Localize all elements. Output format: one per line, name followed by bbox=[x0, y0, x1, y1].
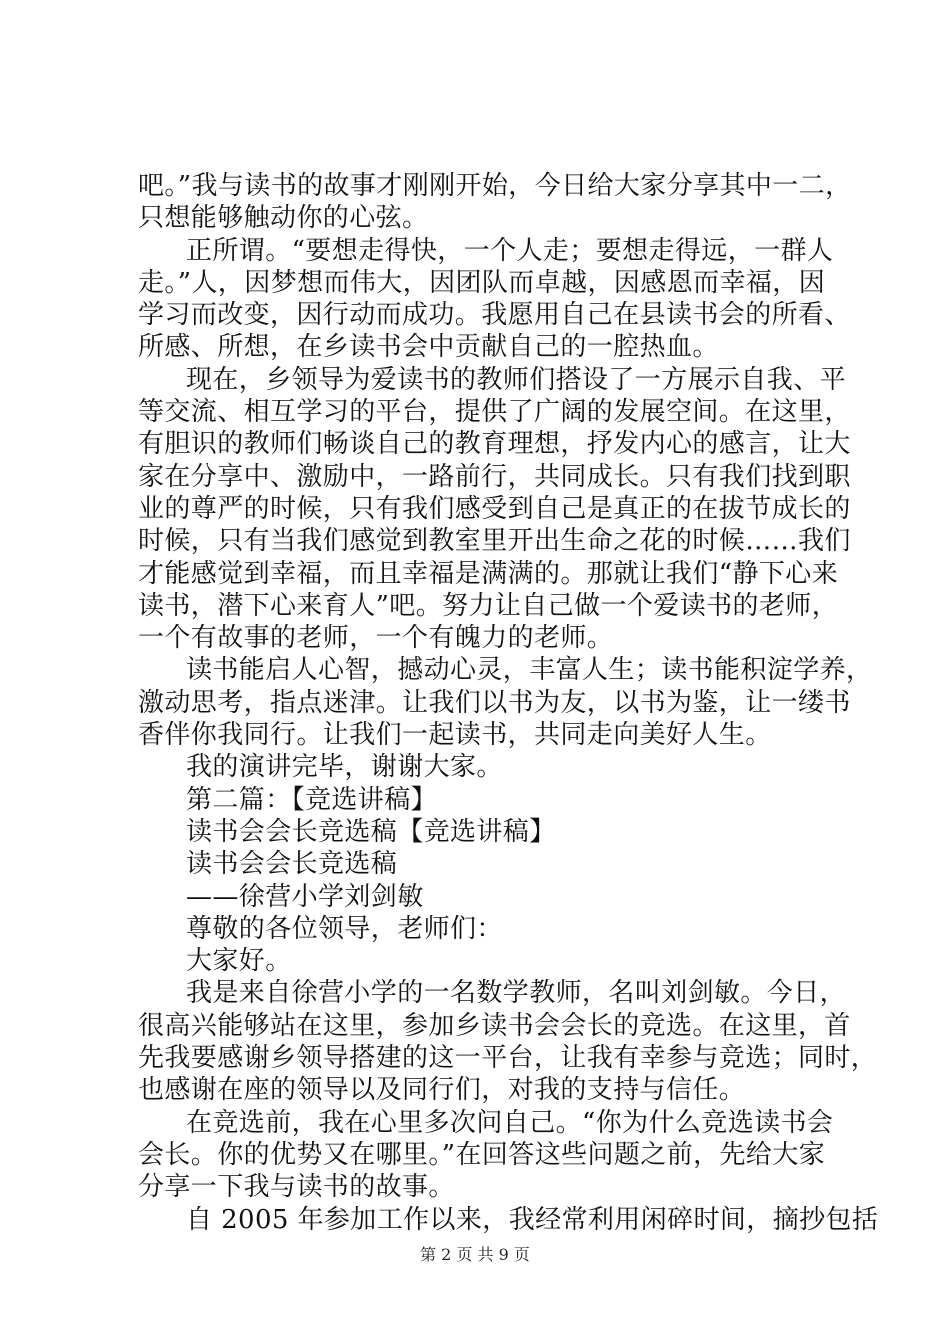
text-line: 吧。”我与读书的故事才刚刚开始，今日给大家分享其中一二， bbox=[138, 171, 852, 201]
page-footer: 第 2 页 共 9 页 bbox=[420, 1245, 530, 1264]
text-line: 走。”人，因梦想而伟大，因团队而卓越，因感恩而幸福，因 bbox=[138, 267, 826, 298]
text-line: 先我要感谢乡领导搭建的这一平台，让我有幸参与竞选；同时， bbox=[138, 1043, 878, 1074]
document-body bbox=[138, 170, 879, 1236]
text-line: 时候，只有当我们感觉到教室里开出生命之花的时候……我们 bbox=[138, 526, 851, 557]
text-line: 会长。你的优势又在哪里。”在回答这些问题之前，先给大家 bbox=[138, 1139, 826, 1170]
text-line: 读书会会长竞选稿【竞选讲稿】 bbox=[186, 816, 556, 847]
text-line: 等交流、相互学习的平台，提供了广阔的发展空间。在这里， bbox=[138, 397, 851, 428]
text-line: 正所谓。“要想走得快，一个人走；要想走得远，一群人 bbox=[186, 235, 834, 266]
text-line: 我的演讲完毕，谢谢大家。 bbox=[186, 752, 503, 783]
text-line: 第二篇：【竞选讲稿】 bbox=[186, 784, 438, 815]
text-line: 现在，乡领导为爱读书的教师们搭设了一方展示自我、平 bbox=[186, 364, 847, 395]
text-line: 学习而改变，因行动而成功。我愿用自己在县读书会的所看、 bbox=[138, 300, 851, 331]
text-line: 业的尊严的时候，只有我们感受到自己是真正的在拔节成长的 bbox=[138, 493, 851, 524]
text-line: 也感谢在座的领导以及同行们，对我的支持与信任。 bbox=[138, 1075, 746, 1106]
text-line: ——徐营小学刘剑敏 bbox=[186, 881, 424, 912]
text-line: 只想能够触动你的心弦。 bbox=[138, 203, 429, 234]
text-line: 读书会会长竞选稿 bbox=[186, 849, 398, 880]
text-line: 激动思考，指点迷津。让我们以书为友，以书为鉴，让一缕书 bbox=[138, 687, 851, 718]
text-line: 家在分享中、激励中，一路前行，共同成长。只有我们找到职 bbox=[138, 461, 851, 492]
text-line: 一个有故事的老师，一个有魄力的老师。 bbox=[138, 623, 614, 654]
text-line: 读书能启人心智，撼动心灵，丰富人生；读书能积淀学养， bbox=[186, 655, 873, 686]
text-line: 分享一下我与读书的故事。 bbox=[138, 1172, 455, 1203]
text-line: 很高兴能够站在这里，参加乡读书会会长的竞选。在这里，首 bbox=[138, 1010, 851, 1041]
text-line: 香伴你我同行。让我们一起读书，共同走向美好人生。 bbox=[138, 720, 772, 751]
text-line: 我是来自徐营小学的一名数学教师，名叫刘剑敏。今日， bbox=[186, 978, 847, 1009]
text-line: 尊敬的各位领导，老师们： bbox=[186, 913, 503, 944]
text-line: 所感、所想，在乡读书会中贡献自己的一腔热血。 bbox=[138, 332, 719, 363]
text-line: 在竞选前，我在心里多次问自己。“你为什么竞选读书会 bbox=[186, 1107, 834, 1138]
text-line: 自 2005 年参加工作以来，我经常利用闲碎时间，摘抄包括 bbox=[186, 1204, 879, 1235]
text-line: 读书，潜下心来育人”吧。努力让自己做一个爱读书的老师， bbox=[138, 590, 839, 621]
text-line: 有胆识的教师们畅谈自己的教育理想，抒发内心的感言，让大 bbox=[138, 429, 851, 460]
text-line: 大家好。 bbox=[186, 946, 292, 977]
text-line: 才能感觉到幸福，而且幸福是满满的。那就让我们“静下心来 bbox=[138, 558, 839, 589]
